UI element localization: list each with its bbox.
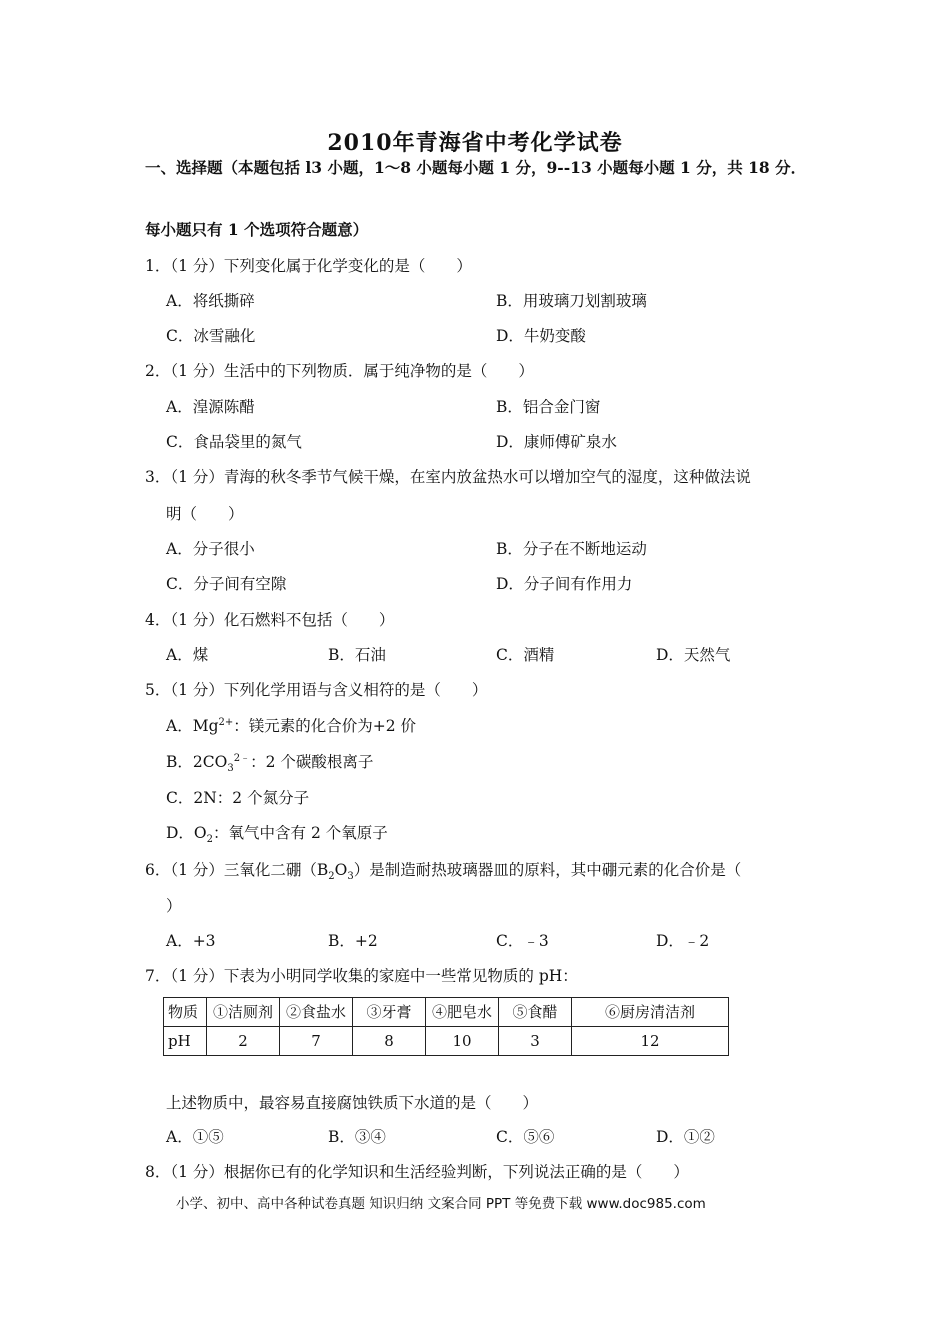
q6-option-b: B．+2 <box>328 932 378 950</box>
q2-stem: 2．（1 分）生活中的下列物质．属于纯净物的是（ ） <box>145 362 534 380</box>
table-cell: 7 <box>280 1027 353 1056</box>
q5-a-charge: 2+ <box>218 716 234 728</box>
table-header-cell: ⑥厨房清洁剂 <box>572 998 729 1027</box>
table-header-cell: ⑤食醋 <box>499 998 572 1027</box>
q6-option-c: C．﹣3 <box>496 932 549 950</box>
q6-stem-mid: O <box>334 861 348 879</box>
section-heading-line1: 一、选择题（本题包括 l3 小题，1～8 小题每小题 1 分，9--13 小题每小题 1 分，共 18 分． <box>145 158 807 177</box>
table-row <box>164 998 729 1027</box>
q1-option-b: B．用玻璃刀划割玻璃 <box>496 292 647 310</box>
table-header-label: 物质 <box>164 998 207 1027</box>
q5-b-meaning: ：2 个碳酸根离子 <box>250 753 374 771</box>
q3-option-c: C．分子间有空隙 <box>166 575 287 593</box>
q1-stem: 1．（1 分）下列变化属于化学变化的是（ ） <box>145 257 472 275</box>
page-footer: 小学、初中、高中各种试卷真题 知识归纳 文案合同 PPT 等免费下载 www.doc985.com <box>176 1196 706 1212</box>
q5-b-formula: B．2CO <box>166 753 228 771</box>
table-header-cell: ①洁厕剂 <box>207 998 280 1027</box>
table-cell: 2 <box>207 1027 280 1056</box>
q5-d-formula: D．O <box>166 824 207 842</box>
q3-option-d: D．分子间有作用力 <box>496 575 633 593</box>
q2-option-d: D．康师傅矿泉水 <box>496 433 617 451</box>
q3-option-a: A．分子很小 <box>166 540 255 558</box>
q7-option-d: D．①② <box>656 1128 715 1146</box>
table-header-cell: ②食盐水 <box>280 998 353 1027</box>
ph-table <box>163 997 729 1056</box>
q5-a-formula: A．Mg <box>166 717 219 735</box>
q6-sub2: 3 <box>347 871 354 883</box>
q7-stem: 7．（1 分）下表为小明同学收集的家庭中一些常见物质的 pH： <box>145 967 578 985</box>
page-title: 2010年青海省中考化学试卷 <box>327 130 623 156</box>
table-header-cell: ③牙膏 <box>353 998 426 1027</box>
table-cell: 12 <box>572 1027 729 1056</box>
table-row <box>164 1027 729 1056</box>
q7-follow-question: 上述物质中，最容易直接腐蚀铁质下水道的是（ ） <box>166 1094 539 1112</box>
q3-option-b: B．分子在不断地运动 <box>496 540 647 558</box>
q5-option-c: C．2N：2 个氮分子 <box>166 789 310 807</box>
q7-option-a: A．①⑤ <box>166 1128 224 1146</box>
q6-option-a: A．+3 <box>166 932 216 950</box>
q5-d-meaning: ：氧气中含有 2 个氧原子 <box>213 824 388 842</box>
q6-stem-post: ）是制造耐热玻璃器皿的原料，其中硼元素的化合价是（ <box>353 861 742 879</box>
q5-option-a <box>166 716 416 736</box>
q6-stem-line2: ） <box>166 897 182 915</box>
q5-option-b <box>166 752 374 775</box>
table-cell: 3 <box>499 1027 572 1056</box>
q5-d-subscript: 2 <box>206 834 214 846</box>
q5-a-meaning: ：镁元素的化合价为+2 价 <box>233 717 417 735</box>
table-header-cell: ④肥皂水 <box>426 998 499 1027</box>
table-cell: 8 <box>353 1027 426 1056</box>
q1-option-a: A．将纸撕碎 <box>166 292 255 310</box>
q4-option-b: B．石油 <box>328 646 386 664</box>
q7-option-b: B．③④ <box>328 1128 386 1146</box>
q4-option-d: D．天然气 <box>656 646 731 664</box>
q5-stem: 5．（1 分）下列化学用语与含义相符的是（ ） <box>145 681 488 699</box>
q3-stem-line1: 3．（1 分）青海的秋冬季节气候干燥，在室内放盆热水可以增加空气的湿度，这种做法说 <box>145 468 751 486</box>
q8-stem: 8．（1 分）根据你已有的化学知识和生活经验判断，下列说法正确的是（ ） <box>145 1163 689 1181</box>
q1-option-c: C．冰雪融化 <box>166 327 256 345</box>
q6-stem-line1 <box>145 860 742 883</box>
q5-b-charge: 2﹣ <box>233 752 251 764</box>
q5-option-d <box>166 823 388 846</box>
q4-stem: 4．（1 分）化石燃料不包括（ ） <box>145 611 395 629</box>
q5-b-subscript: 3 <box>227 763 234 775</box>
table-row-label: pH <box>164 1027 207 1056</box>
q6-sub1: 2 <box>328 871 335 883</box>
q4-option-a: A．煤 <box>166 646 209 664</box>
q3-stem-line2: 明（ ） <box>166 505 244 523</box>
q6-option-d: D．﹣2 <box>656 932 710 950</box>
q4-option-c: C．酒精 <box>496 646 555 664</box>
q2-option-a: A．湟源陈醋 <box>166 398 255 416</box>
q1-option-d: D．牛奶变酸 <box>496 327 586 345</box>
q2-option-c: C．食品袋里的氮气 <box>166 433 302 451</box>
q6-stem-pre: 6．（1 分）三氧化二硼（B <box>145 861 329 879</box>
section-heading-line2: 每小题只有 1 个选项符合题意） <box>145 220 369 239</box>
q2-option-b: B．铝合金门窗 <box>496 398 601 416</box>
q7-option-c: C．⑤⑥ <box>496 1128 555 1146</box>
table-cell: 10 <box>426 1027 499 1056</box>
